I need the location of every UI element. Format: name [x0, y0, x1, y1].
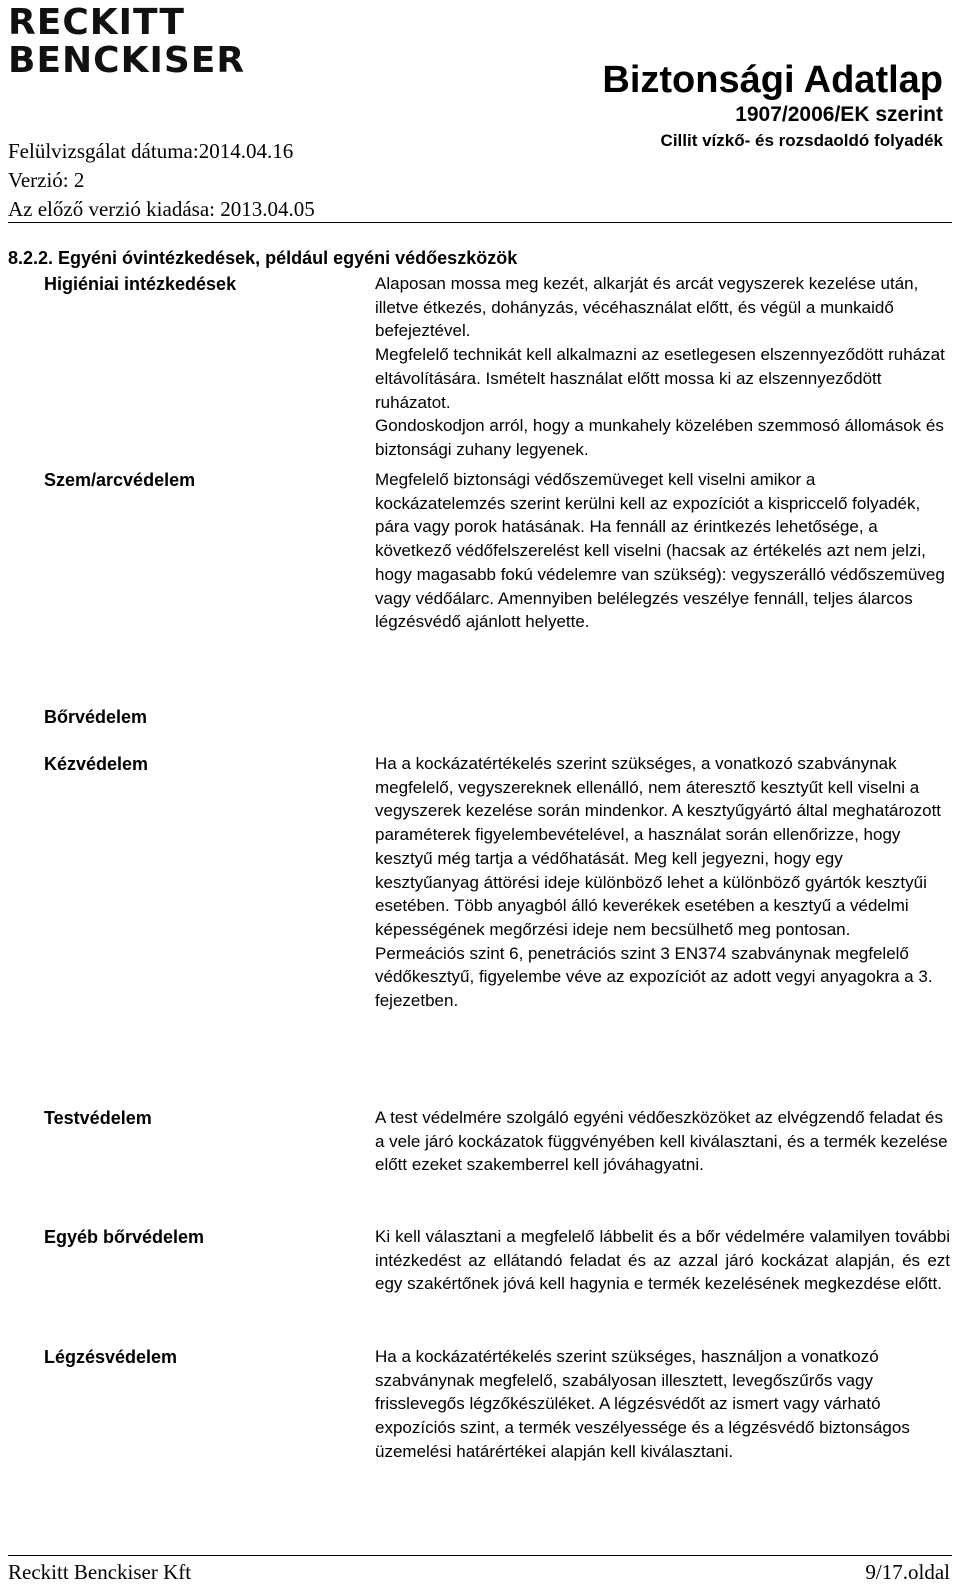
header-meta [8, 137, 315, 224]
label-other-skin: Egyéb bőrvédelem [44, 1227, 205, 1247]
content-eye [375, 468, 950, 634]
logo-line-2: BENCKISER [8, 40, 246, 81]
label-skin: Bőrvédelem [44, 707, 148, 727]
other-skin-paragraph: Ki kell választani a megfelelő lábbelit és a bőr védelmére valamilyen további intézkedést az ellátandó feladat és az azzal járó kockázat alapján, és ezt egy szakértőnek jóvá kell hagynia e termék kezelésének megkezdése előtt. [375, 1227, 950, 1294]
product-name: Cillit vízkő- és rozsdaoldó folyadék [660, 131, 943, 150]
hand-paragraph-2: Permeációs szint 6, penetrációs szint 3 EN374 szabványnak megfelelő védőkesztyű, figyelembe véve az expozíciót az adott vegyi anyagokra a 3. fejezetben. [375, 943, 933, 1011]
hygiene-paragraph-1: Alaposan mossa meg kezét, alkarját és arcát vegyszerek kezelése után, illetve étkezés, dohányzás, vécéhasználat előtt, és végül a munkaidő befejeztével. [375, 274, 919, 341]
footer-company: Reckitt Benckiser Kft [8, 1560, 192, 1584]
header-divider [8, 222, 952, 223]
footer-divider [8, 1555, 952, 1556]
hygiene-paragraph-3: Gondoskodjon arról, hogy a munkahely közelében szemmosó állomások és biztonsági zuhany legyenek. [375, 416, 944, 459]
company-logo [8, 4, 248, 80]
header-title-block [602, 58, 943, 154]
respiratory-paragraph: Ha a kockázatértékelés szerint szükséges, használjon a vonatkozó szabványnak megfelelő, szabályosan illesztett, levegőszűrős vagy frisslevegős légzőkészüléket. A légzésvédőt az ismert vagy várható expozíciós szint, a termék veszélyessége és a légzésvédő biztonságos üzemelési határértékei alapján kell kiválasztani. [375, 1347, 910, 1461]
content-body [375, 1106, 950, 1177]
footer [8, 1560, 950, 1585]
footer-page-number: 9/17.oldal [865, 1560, 950, 1584]
label-eye: Szem/arcvédelem [44, 470, 196, 490]
content-respiratory [375, 1345, 950, 1464]
content-other-skin [375, 1225, 950, 1296]
content-hand [375, 752, 950, 1013]
logo-line-1: RECKITT [8, 2, 185, 43]
hand-paragraph-1: Ha a kockázatértékelés szerint szükséges, a vonatkozó szabványnak megfelelő, vegyszereknek ellenálló, nem áteresztő kesztyűt kell viselni a vegyszerek kezelése során mindenkor. A kesztyűgyártó által meghatározott paraméterek figyelembevételével, a használat során ellenőrizze, hogy kesztyű még tartja a védőhatását. Meg kell jegyezni, hogy egy kesztyűanyag áttörési ideje különböző lehet a különböző gyártók kesztyűi esetében. Több anyagból álló keverékek esetében a kesztyű a védelmi képességének megőrzési ideje nem becsülhető meg pontosan. [375, 754, 942, 939]
label-hand: Kézvédelem [44, 754, 149, 774]
label-body: Testvédelem [44, 1108, 152, 1128]
regulation: 1907/2006/EK szerint [735, 103, 943, 126]
eye-paragraph: Megfelelő biztonsági védőszemüveget kell viselni amikor a kockázatelemzés szerint kerülni kell az expozíciót a kispriccelő folyadék, pára vagy porok hatásának. Ha fennáll az érintkezés lehetősége, a következő védőfelszerelést kell viselni (hacsak az értékelés azt nem jelzi, hogy magasabb fokú védelemre van szükség): vegyszerálló védőszemüveg vagy védőálarc. Amennyiben belélegzés veszélye fennáll, teljes álarcos légzésvédő ajánlott helyette. [375, 470, 945, 632]
body-paragraph: A test védelmére szolgáló egyéni védőeszközöket az elvégzendő feladat és a vele járó kockázatok függvényében kell kiválasztani, és a termék kezelése előtt ezeket szakemberrel kell jóváhagyatni. [375, 1108, 948, 1175]
label-hygiene: Higiéniai intézkedések [44, 274, 237, 294]
hygiene-paragraph-2: Megfelelő technikát kell alkalmazni az esetlegesen elszennyeződött ruházat eltávolítására. Ismételt használat előtt mossa ki az elszennyeződött ruházatot. [375, 345, 945, 412]
version: Verzió: 2 [8, 168, 85, 192]
label-respiratory: Légzésvédelem [44, 1347, 178, 1367]
section-title: 8.2.2. Egyéni óvintézkedések, például egyéni védőeszközök [8, 248, 518, 268]
content-hygiene [375, 272, 950, 462]
previous-version: Az előző verzió kiadása: 2013.04.05 [8, 197, 315, 221]
document-title: Biztonsági Adatlap [602, 59, 943, 101]
review-date: Felülvizsgálat dátuma:2014.04.16 [8, 139, 294, 163]
